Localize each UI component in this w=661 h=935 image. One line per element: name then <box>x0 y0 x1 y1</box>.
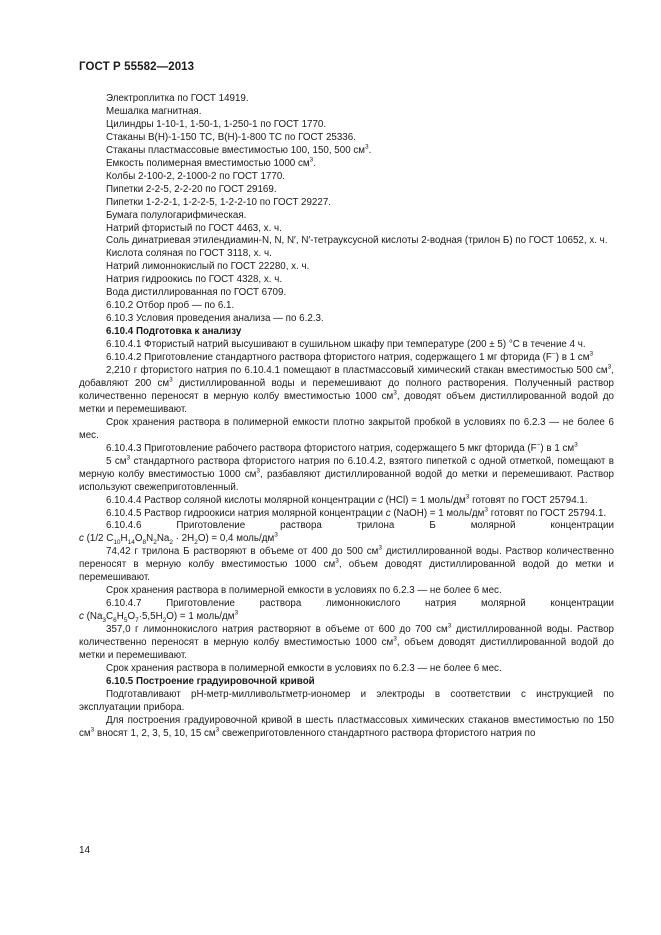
paragraph: 6.10.4.5 Раствор гидроокиси натрия молярной концентрации c (NaOH) = 1 моль/$дм^3$ готовят по ГОСТ 25794.1. <box>106 506 607 519</box>
spread-line: 6.10.4.6 Приготовление раствора трилона Б молярной концентрации <box>106 520 614 532</box>
reagent-line: Натрия гидроокись по ГОСТ 4328, х. ч. <box>106 274 283 286</box>
reagent-line: Вода дистиллированная по ГОСТ 6709. <box>106 287 287 299</box>
paragraph: Срок хранения раствора в полимерной емкости в условиях по 6.2.3 — не более 6 мес. <box>106 585 502 597</box>
paragraph: Срок хранения раствора в полимерной емкости плотно закрытой пробкой в условиях по 6.2.3 — не более 6 мес. <box>79 416 614 441</box>
reagent-line: Натрий лимоннокислый по ГОСТ 22280, х. ч. <box>106 261 310 273</box>
formula-line: c (1/2 $C_{10}H_{14}O_8N_2Na_2 \cdot 2H_2O) = 0,4$ моль/$дм^3$ <box>79 532 278 547</box>
paragraph: 6.10.4.1 Фтористый натрий высушивают в сушильном шкафу при температуре (200 ± 5) °С в течение 4 ч. <box>106 339 586 351</box>
reagent-line: Соль динатриевая этилендиамин-N, N, N′, N′-тетрауксусной кислоты 2-водная (трилон Б) по ГОСТ 10652, х. ч. <box>106 235 608 247</box>
section-title-6104: 6.10.4 Подготовка к анализу <box>106 326 242 338</box>
paragraph: 6.10.4.3 Приготовление рабочего раствора фтористого натрия, содержащего 5 мкг фторида (F−) в 1 $см^3$ <box>106 441 578 454</box>
equipment-line: Цилиндры 1-10-1, 1-50-1, 1-250-1 по ГОСТ 1770. <box>106 118 327 130</box>
equipment-line: Пипетки 2-2-5, 2-2-20 по ГОСТ 29169. <box>106 183 277 195</box>
paragraph: 74,42 г трилона Б растворяют в объеме от 400 до 500 $см^3$ дистиллированной воды. Раствор количественно переносят в мерную колбу вместимостью 1000 $см^3$, объем доводят дистиллированной водой до метки и перемешивают. <box>79 545 614 584</box>
equipment-line: Емкость полимерная вместимостью 1000 $см^3$. <box>106 156 316 169</box>
paragraph: Срок хранения раствора в полимерной емкости в условиях по 6.2.3 — не более 6 мес. <box>106 662 502 674</box>
spread-line: 6.10.4.7 Приготовление раствора лимоннокислого натрия молярной концентрации <box>106 598 614 610</box>
paragraph: 6.10.4.4 Раствор соляной кислоты молярной концентрации c (HCl) = 1 моль/$дм^3$ готовят по ГОСТ 25794.1. <box>106 493 588 506</box>
equipment-line: Пипетки 1-2-2-1, 1-2-2-5, 1-2-2-10 по ГОСТ 29227. <box>106 196 331 208</box>
section-title-6105: 6.10.5 Построение градуировочной кривой <box>106 675 315 687</box>
paragraph: 5 $см^3$ стандартного раствора фтористого натрия по 6.10.4.2, взятого пипеткой с одной отметкой, помещают в мерную колбу вместимостью 1000 $см^3$, разбавляют дистиллированной водой до метки и перемешивают. Раствор используют свежеприготовленный. <box>79 454 614 493</box>
clause-line: 6.10.3 Условия проведения анализа — по 6.2.3. <box>106 313 324 325</box>
equipment-line: Электроплитка по ГОСТ 14919. <box>106 93 249 104</box>
page-number: 14 <box>79 845 91 856</box>
equipment-line: Бумага полулогарифмическая. <box>106 209 247 221</box>
equipment-line: Стаканы В(Н)-1-150 ТС, В(Н)-1-800 ТС по ГОСТ 25336. <box>106 131 356 143</box>
paragraph: 2,210 г фтористого натрия по 6.10.4.1 помещают в пластмассовый химический стакан вместимостью 500 $см^3$, добавляют 200 $см^3$ дистиллированной воды и перемешивают до полного растворения. Полученный раствор количественно переносят в мерную колбу вместимостью 1000 $см^3$, доводят объем дистиллированной водой до метки и перемешивают. <box>79 363 614 415</box>
equipment-line: Стаканы пластмассовые вместимостью 100, 150, 500 $см^3$. <box>106 143 372 156</box>
clause-line: 6.10.2 Отбор проб — по 6.1. <box>106 300 235 312</box>
reagent-line: Кислота соляная по ГОСТ 3118, х. ч. <box>106 248 272 260</box>
formula-line: c $(Na_3C_6H_5O_7\cdot 5,5H_2O) = 1$ моль/$дм^3$ <box>79 609 239 625</box>
standard-header: ГОСТ Р 55582—2013 <box>79 61 195 73</box>
paragraph: 357,0 г лимоннокислого натрия растворяют в объеме от 600 до 700 $см^3$ дистиллированной воды. Раствор количественно переносят в мерную колбу вместимостью 1000 $см^3$, объем доводят дистиллированной водой до метки и перемешивают. <box>79 622 614 661</box>
equipment-line: Колбы 2-100-2, 2-1000-2 по ГОСТ 1770. <box>106 170 286 182</box>
document-body <box>79 93 614 741</box>
equipment-line: Мешалка магнитная. <box>106 105 202 117</box>
reagent-line: Натрий фтористый по ГОСТ 4463, х. ч. <box>106 222 282 234</box>
paragraph: 6.10.4.2 Приготовление стандартного раствора фтористого натрия, содержащего 1 мг фторида (F−) в 1 $см^3$ <box>106 350 594 364</box>
paragraph: Для построения градуировочной кривой в шесть пластмассовых химических стаканов вместимостью по 150 $см^3$ вносят 1, 2, 3, 5, 10, 15 $см^3$ свежеприготовленного стандартного раствора фтористого натрия по <box>79 714 614 739</box>
paragraph: Подготавливают рН-метр-милливольтметр-иономер и электроды в соответствии с инструкцией по эксплуатации прибора. <box>79 688 614 713</box>
